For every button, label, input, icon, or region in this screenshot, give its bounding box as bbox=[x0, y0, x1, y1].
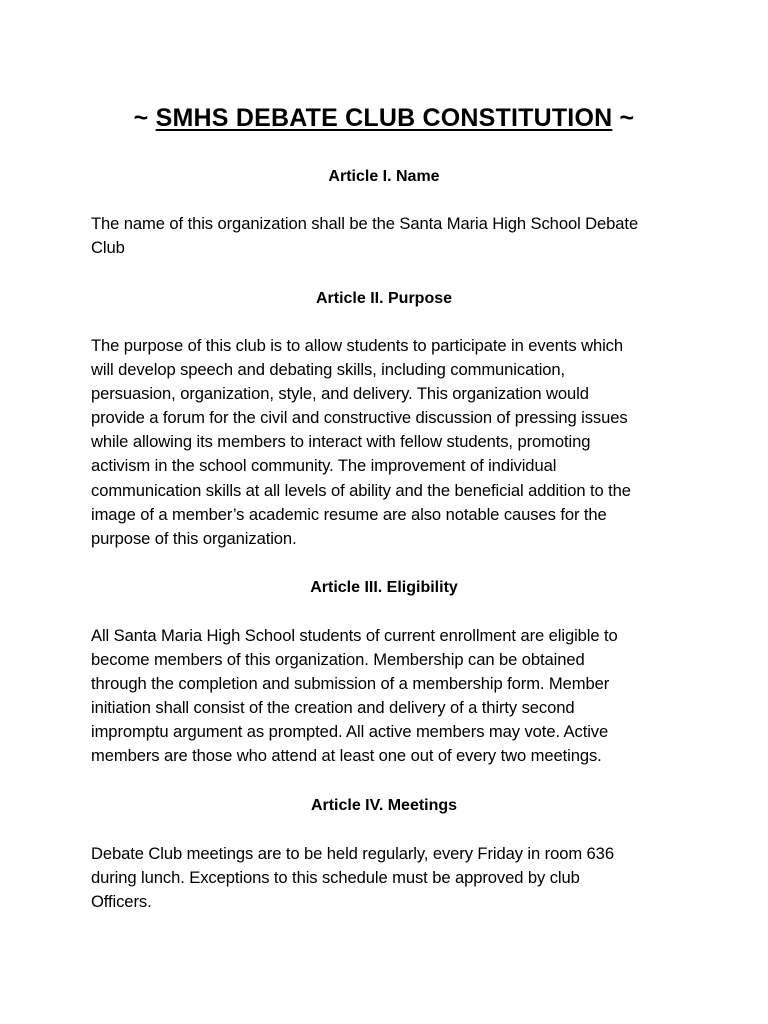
title-prefix: ~ bbox=[133, 104, 149, 132]
article-2-heading: Article II. Purpose bbox=[315, 290, 453, 307]
text-line: Debate Club meetings are to be held regularly, every Friday in room 636 bbox=[91, 844, 614, 863]
text-line: during lunch. Exceptions to this schedule must be approved by club bbox=[91, 868, 580, 888]
article-2-body bbox=[91, 334, 691, 551]
text-line: persuasion, organization, style, and delivery. This organization would bbox=[91, 384, 589, 404]
text-line: activism in the school community. The improvement of individual bbox=[91, 456, 557, 476]
text-line: Officers. bbox=[91, 892, 152, 912]
text-line: will develop speech and debating skills, including communication, bbox=[91, 360, 566, 380]
text-line: through the completion and submission of a membership form. Member bbox=[91, 674, 610, 694]
article-1-heading: Article I. Name bbox=[328, 168, 440, 185]
text-line: members are those who attend at least one out of every two meetings. bbox=[91, 746, 602, 766]
article-4-heading: Article IV. Meetings bbox=[310, 797, 458, 814]
text-line: initiation shall consist of the creation and delivery of a thirty second bbox=[91, 698, 575, 718]
document-title bbox=[0, 100, 768, 136]
text-line: impromptu argument as prompted. All active members may vote. Active bbox=[91, 722, 609, 742]
text-line: Club bbox=[91, 238, 125, 258]
article-1-body bbox=[91, 212, 691, 260]
text-line: The name of this organization shall be the Santa Maria High School Debate bbox=[91, 214, 639, 233]
article-3-body bbox=[91, 624, 691, 769]
article-4-body bbox=[91, 842, 691, 914]
text-line: provide a forum for the civil and constructive discussion of pressing issues bbox=[91, 408, 628, 428]
text-line: while allowing its members to interact with fellow students, promoting bbox=[91, 432, 591, 452]
text-line: All Santa Maria High School students of current enrollment are eligible to bbox=[91, 626, 618, 645]
text-line: become members of this organization. Membership can be obtained bbox=[91, 650, 585, 670]
text-line: communication skills at all levels of ability and the beneficial addition to the bbox=[91, 480, 631, 500]
title-text: SMHS DEBATE CLUB CONSTITUTION bbox=[155, 104, 613, 132]
text-line: The purpose of this club is to allow students to participate in events which bbox=[91, 336, 623, 355]
article-3-heading: Article III. Eligibility bbox=[310, 579, 458, 596]
text-line: purpose of this organization. bbox=[91, 528, 297, 548]
title-suffix: ~ bbox=[619, 104, 635, 132]
text-line: image of a member’s academic resume are also notable causes for the bbox=[91, 504, 607, 524]
